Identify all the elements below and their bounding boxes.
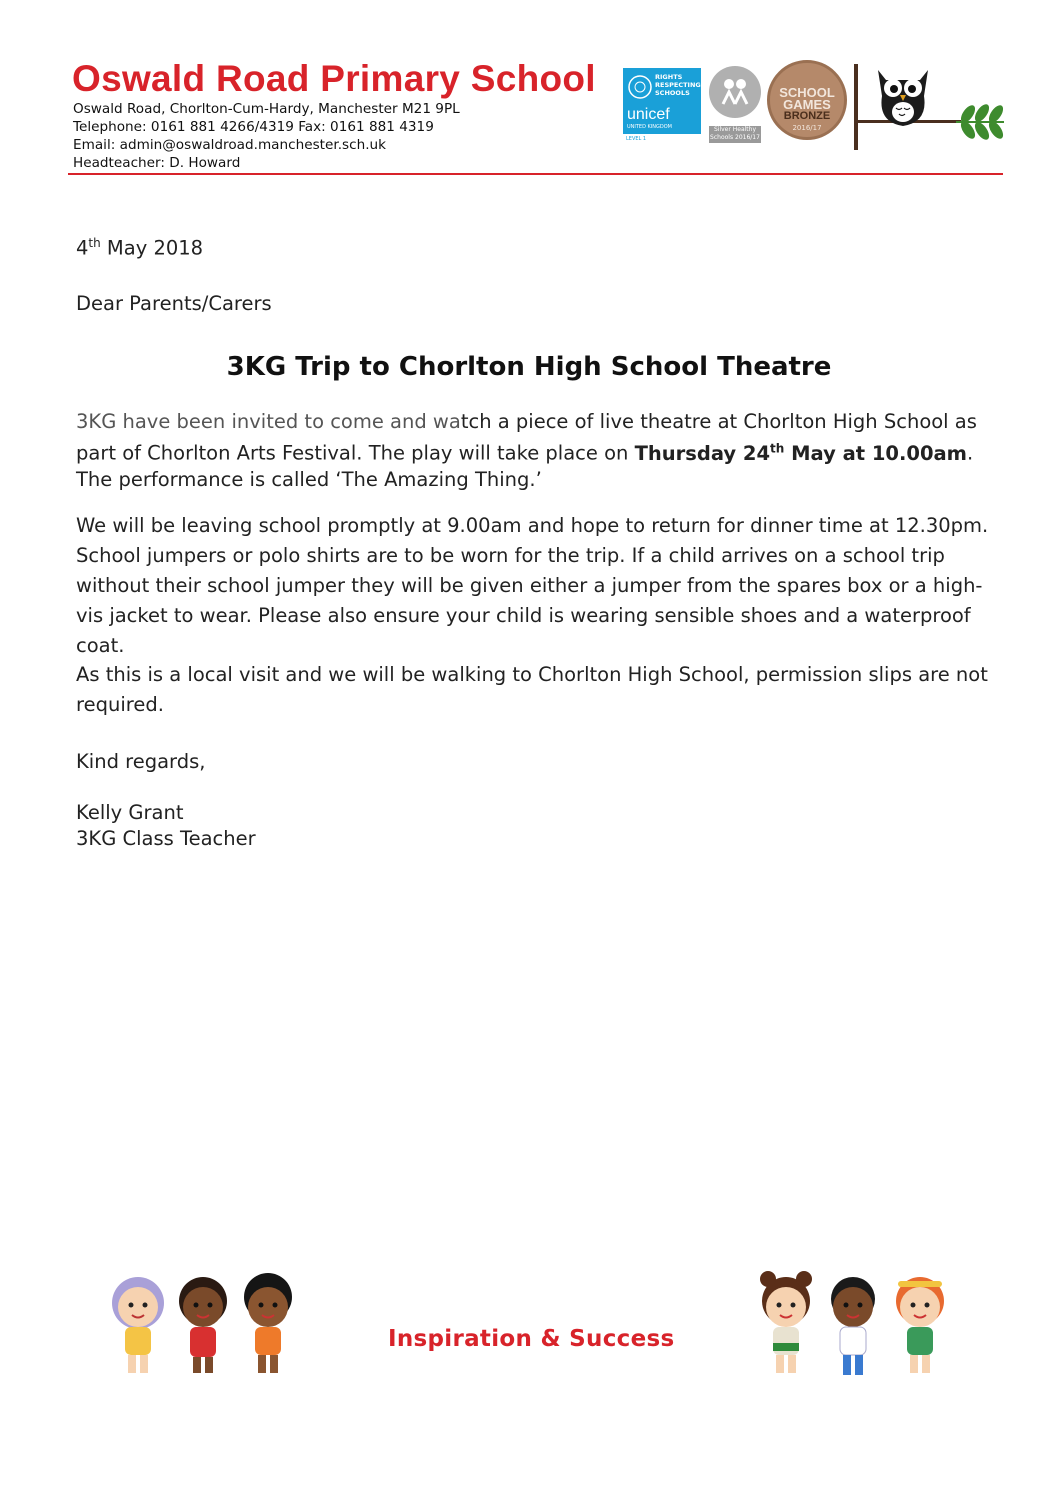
paragraph-invitation-start: 3KG have been invited to come and wa [76,410,461,433]
email: Email: admin@oswaldroad.manchester.sch.uk [73,137,387,153]
greeting: Dear Parents/Carers [76,292,272,315]
signatory-name: Kelly Grant [76,801,184,824]
children-group-icon [748,1265,963,1390]
letter-date [76,236,203,260]
unicef-level: LEVEL 1 [626,136,647,142]
rights-respecting-text: RIGHTS RESPECTING SCHOOLS [655,73,701,97]
letter-title: 3KG Trip to Chorlton High School Theatre [226,352,832,382]
rights-respecting-badge [623,68,701,134]
owl-icon [872,62,934,128]
school-games-award: BRONZE [783,110,831,122]
unicef-country: UNITED KINGDOM [627,124,672,130]
school-motto: Inspiration & Success [388,1326,675,1352]
performance-time: May at 10.00am [784,441,967,465]
branch-vertical [854,64,858,150]
headteacher: Headteacher: D. Howard [73,155,241,171]
contact-block [73,100,460,172]
sign-off: Kind regards, [76,750,206,773]
performance-date-time [635,442,967,465]
performance-date-suffix: th [770,441,785,455]
paragraph-invitation [76,409,996,493]
performance-name: . The performance is called ‘The Amazing Thing.’ [76,441,974,491]
school-games-badge [767,60,847,140]
date-day: 4 [76,236,89,260]
paragraph-invitation-text: tch a piece of live theatre at Chorlton High School as part of Chorlton Arts Festival. The play will take place on [76,410,977,465]
date-rest: May 2018 [100,236,204,260]
header-divider [68,173,1003,175]
school-name: Oswald Road Primary School [72,58,596,99]
signatory-role: 3KG Class Teacher [76,827,256,850]
healthy-schools-plate: Silver Healthy Schools 2016/17 [710,126,760,141]
healthy-schools-badge [709,66,761,118]
children-group-icon [98,1265,313,1385]
performance-date: Thursday 24 [634,441,771,465]
address: Oswald Road, Chorlton-Cum-Hardy, Manchester M21 9PL [73,101,460,117]
paragraph-logistics: We will be leaving school promptly at 9.00am and hope to return for dinner time at 12.30pm. School jumpers or polo shirts are to be worn for the trip. If a child arrives on a school trip without their school jumper they will be given either a jumper from the spares box or a high-vis jacket to wear. Please also ensure your child is wearing sensible shoes and a waterproof coat. [76,514,989,657]
school-games-title: SCHOOL GAMES [779,85,835,112]
rights-respecting-icon [627,72,653,102]
healthy-schools-icon [709,66,761,118]
telephone: Telephone: 0161 881 4266/4319 Fax: 0161 881 4319 [73,119,434,135]
leaf-branch-icon [954,100,1008,142]
date-suffix: th [88,236,101,250]
paragraph-permission: As this is a local visit and we will be walking to Chorlton High School, permission slips are not required. [76,663,988,716]
school-games-year: 2016/17 [792,124,822,132]
unicef-text: unicef [627,106,670,123]
